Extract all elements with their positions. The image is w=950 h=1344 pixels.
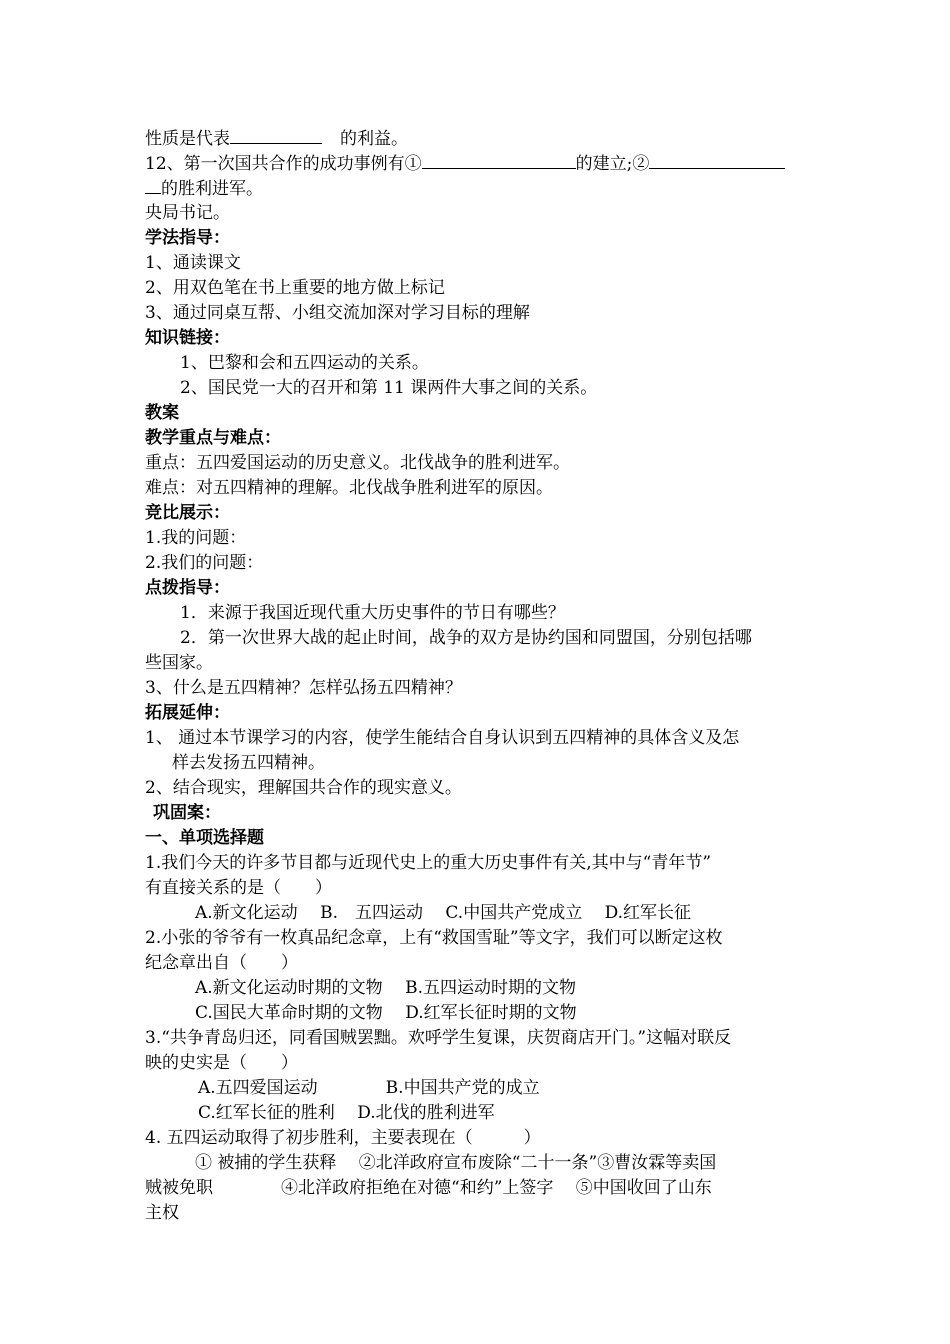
list-item: 1．来源于我国近现代重大历史事件的节日有哪些？ [180,603,565,623]
question-options: ① 被捕的学生获释 ②北洋政府宣布废除“二十一条”③曹汝霖等卖国 [195,1153,717,1173]
section-heading: 学法指导： [145,228,230,248]
question-options: A.新文化运动时期的文物 B.五四运动时期的文物 [195,978,576,998]
section-heading: 巩固案： [153,803,221,823]
section-heading: 教学重点与难点： [145,428,281,448]
blank-underline [649,151,785,169]
section-heading: 拓展延伸： [145,703,230,723]
text-line: 央局书记。 [145,203,230,223]
list-item: 2．第一次世界大战的起止时间，战争的双方是协约国和同盟国，分别包括哪 [180,628,752,648]
list-item: 1、巴黎和会和五四运动的关系。 [180,353,429,373]
list-item: 3、通过同桌互帮、小组交流加深对学习目标的理解 [145,303,530,323]
question-options: 贼被免职 ④北洋政府拒绝在对德“和约”上签字 ⑤中国收回了山东 [145,1178,712,1198]
section-heading: 知识链接： [145,328,230,348]
text-line: 重点：五四爱国运动的历史意义。北伐战争的胜利进军。 [145,453,570,473]
question-options: A.五四爱国运动 B.中国共产党的成立 [198,1078,540,1098]
question-text: 有直接关系的是（ ） [145,878,332,898]
section-heading: 点拨指导： [145,578,230,598]
list-item: 1、通读课文 [145,253,241,273]
text: 12、第一次国共合作的成功事例有① [145,154,422,174]
list-item: 2、用双色笔在书上重要的地方做上标记 [145,278,445,298]
blank-underline [422,151,576,169]
question-options: 主权 [145,1203,179,1223]
question-options: C.红军长征的胜利 D.北伐的胜利进军 [198,1103,495,1123]
text-line [145,126,408,152]
section-heading: 一、单项选择题 [145,828,264,848]
text: 性质是代表 [145,129,230,149]
text-line [145,176,263,202]
blank-underline [145,176,161,194]
list-item: 2、国民党一大的召开和第 11 课两件大事之间的关系。 [180,378,598,398]
question-text: 3.“共争青岛归还，同看国贼罢黜。欢呼学生复课，庆贺商店开门。”这幅对联反 [145,1028,732,1048]
question-text: 纪念章出自（ ） [145,953,298,973]
text-line: 难点：对五四精神的理解。北伐战争胜利进军的原因。 [145,478,553,498]
section-heading: 教案 [145,403,179,423]
question-text: 4. 五四运动取得了初步胜利，主要表现在（ ） [145,1128,541,1148]
list-item: 1、 通过本节课学习的内容，使学生能结合自身认识到五四精神的具体含义及怎 [145,728,740,748]
list-item: 1.我的问题： [145,528,247,548]
list-item: 2.我们的问题： [145,553,264,573]
text: 的建立;② [575,154,650,174]
blank-underline [230,126,322,144]
question-text: 2.小张的爷爷有一枚真品纪念章，上有“救国雪耻”等文字，我们可以断定这枚 [145,928,723,948]
question-text: 映的史实是（ ） [145,1053,298,1073]
question-options: A.新文化运动 B. 五四运动 C.中国共产党成立 D.红军长征 [195,903,692,923]
list-item: 3、什么是五四精神？怎样弘扬五四精神？ [145,678,462,698]
text: 的利益。 [340,129,408,149]
section-heading: 竞比展示： [145,503,230,523]
list-item: 2、结合现实，理解国共合作的现实意义。 [145,778,462,798]
text-line [145,151,785,177]
question-options: C.国民大革命时期的文物 D.红军长征时期的文物 [195,1003,577,1023]
question-text: 1.我们今天的许多节目都与近现代史上的重大历史事件有关,其中与“青年节” [145,853,712,873]
text-line: 些国家。 [145,653,213,673]
text: 的胜利进军。 [161,179,263,199]
text-line: 样去发扬五四精神。 [172,753,325,773]
